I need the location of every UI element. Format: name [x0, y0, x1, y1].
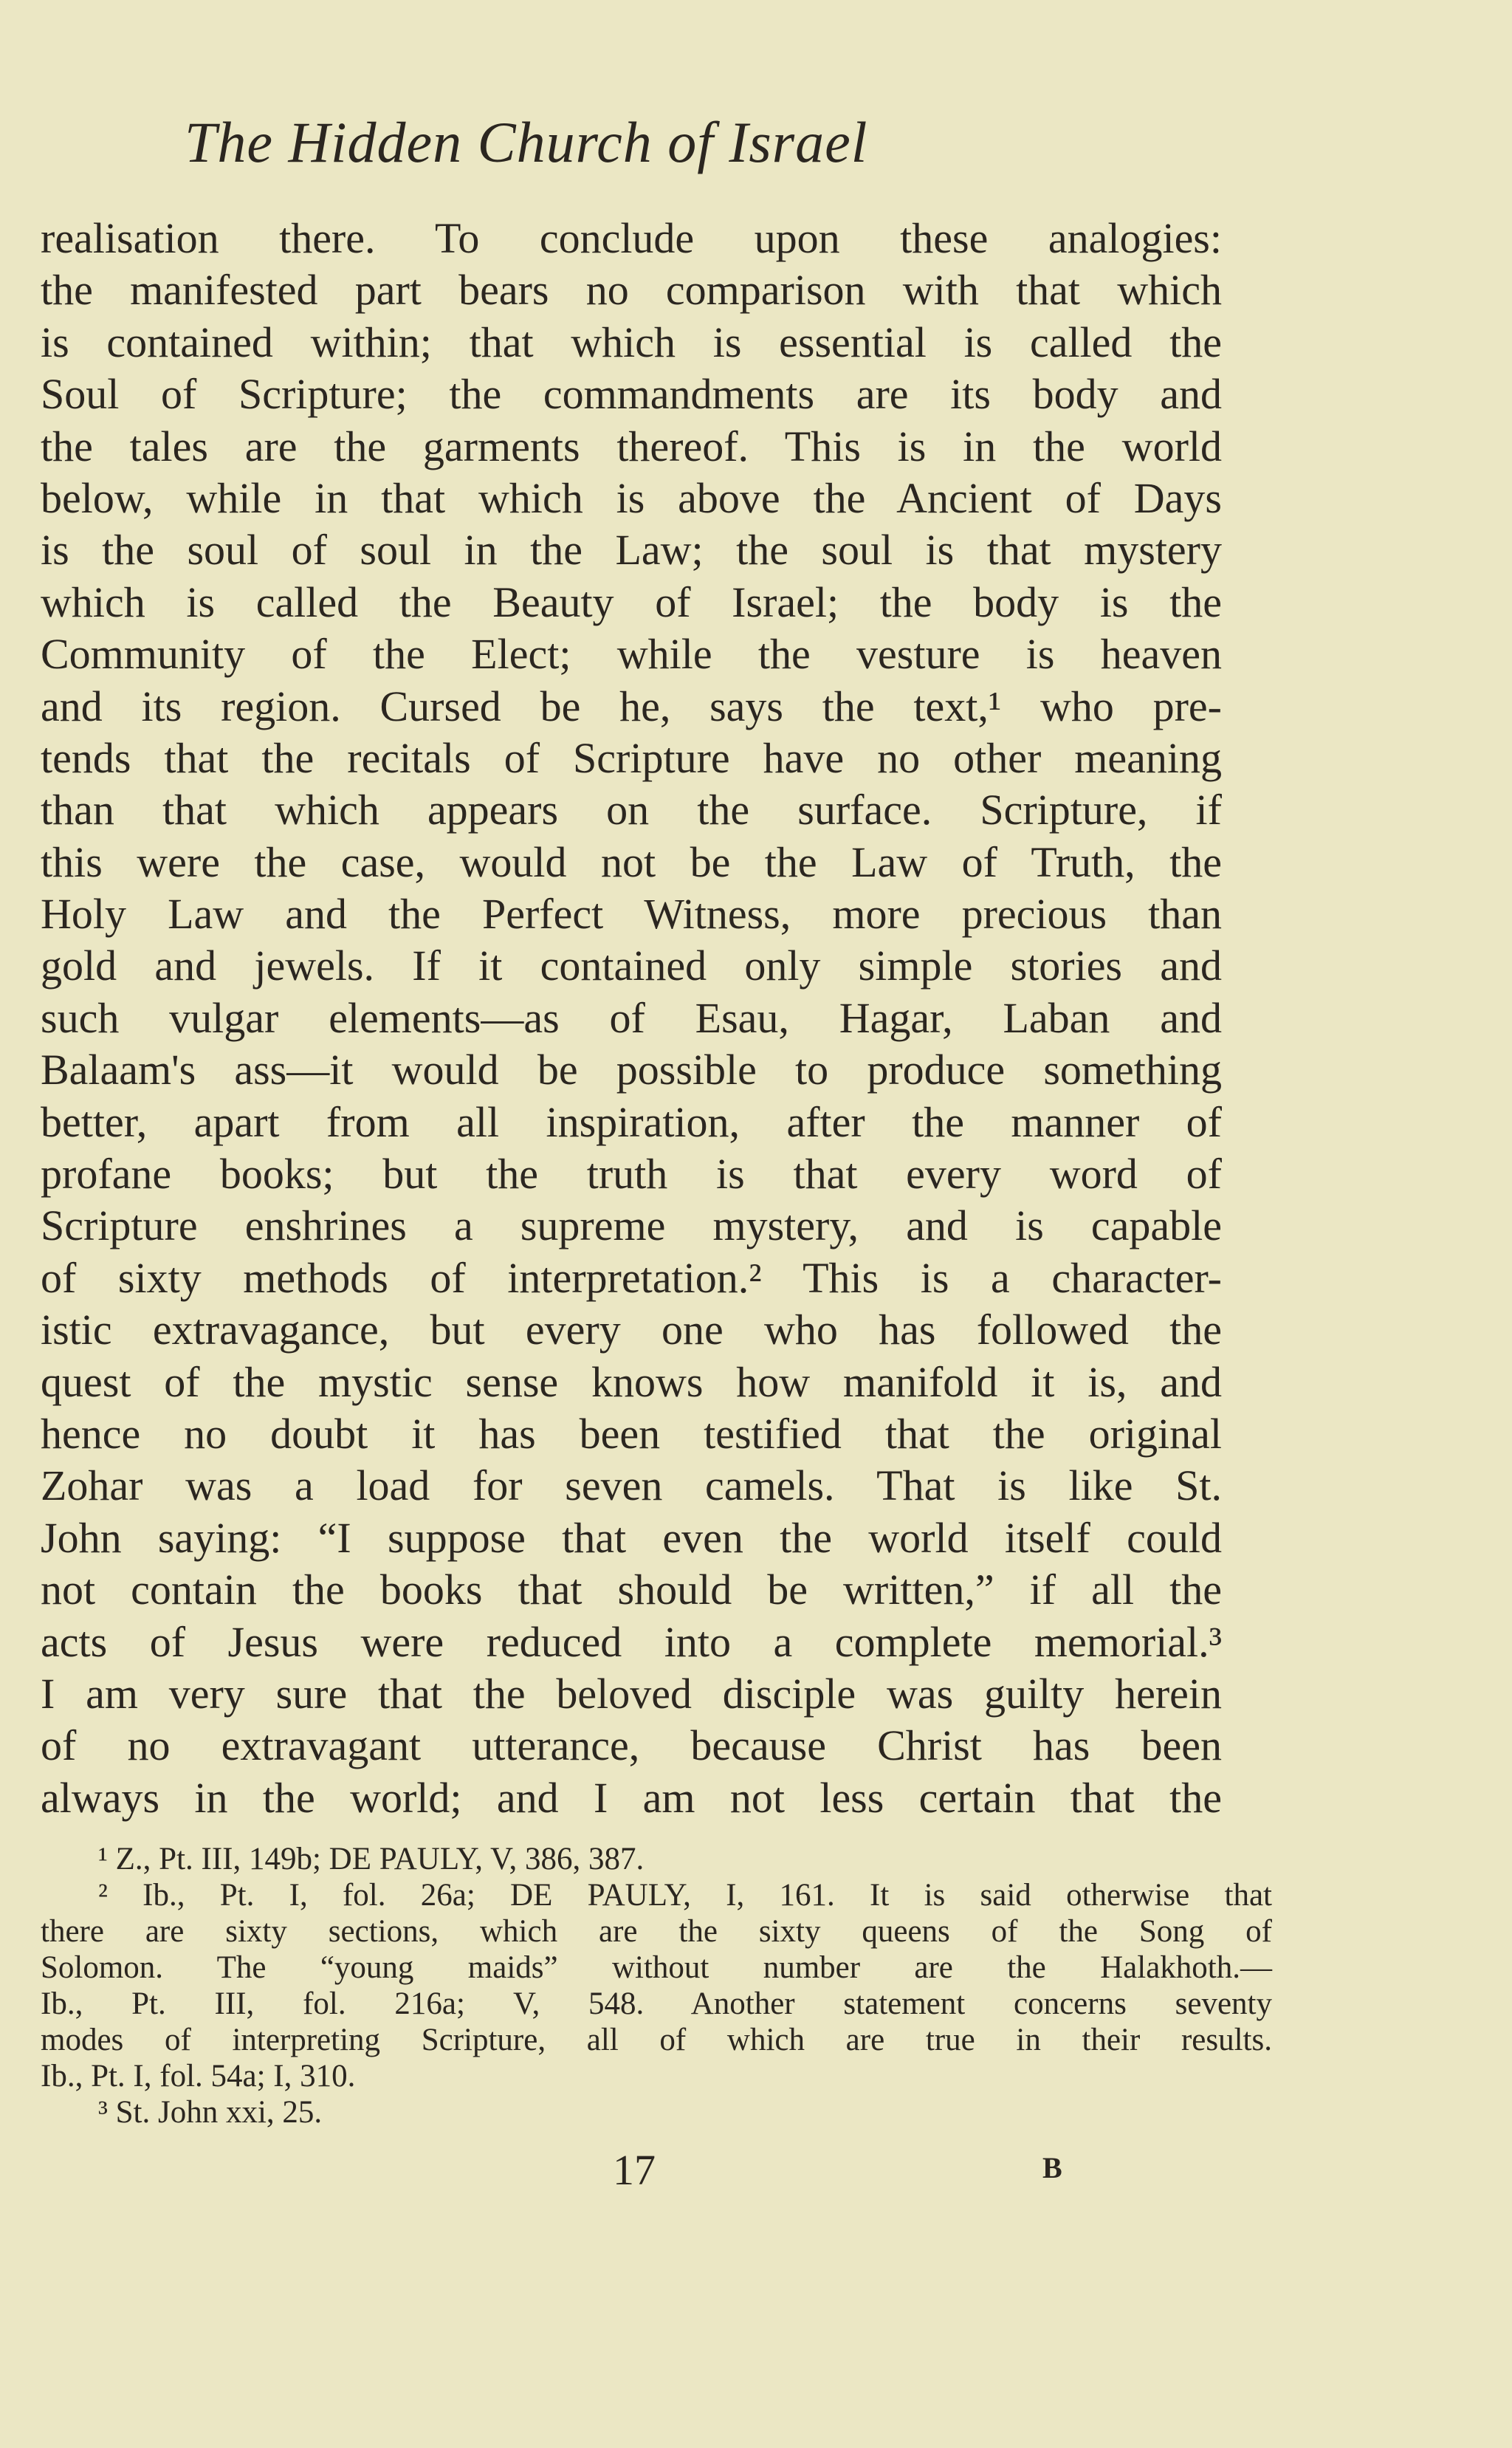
- text-line: the tales are the garments thereof. This is in the world: [41, 422, 1222, 470]
- footnote-3: ³ St. John xxi, 25.: [98, 2095, 323, 2130]
- page-number: 17: [613, 2146, 656, 2194]
- text-line: John saying: “I suppose that even the world itself could: [41, 1513, 1222, 1562]
- text-line: I am very sure that the beloved disciple was guilty herein: [41, 1669, 1222, 1718]
- running-head: The Hidden Church of Israel: [185, 110, 868, 174]
- footnote-2-line: Ib., Pt. I, fol. 54a; I, 310.: [41, 2059, 356, 2094]
- text-line: which is called the Beauty of Israel; the body is the: [41, 577, 1222, 626]
- text-line: this were the case, would not be the Law of Truth, the: [41, 837, 1222, 886]
- footnote-1: ¹ Z., Pt. III, 149b; DE PAULY, V, 386, 387.: [98, 1842, 645, 1876]
- text-line: Scripture enshrines a supreme mystery, and is capable: [41, 1201, 1222, 1250]
- text-line: not contain the books that should be written,” if all the: [41, 1566, 1222, 1614]
- text-line: the manifested part bears no comparison with that which: [41, 266, 1222, 315]
- signature-mark: B: [1042, 2151, 1062, 2184]
- text-line: and its region. Cursed be he, says the text,¹ who pre-: [41, 682, 1222, 730]
- text-line: hence no doubt it has been testified that the original: [41, 1409, 1222, 1458]
- text-line: better, apart from all inspiration, after the manner of: [41, 1097, 1222, 1146]
- footnote-2-line: Solomon. The “young maids” without number are the Halakhoth.—: [41, 1950, 1272, 1985]
- text-line: Soul of Scripture; the commandments are its body and: [41, 370, 1222, 419]
- footnote-2-line: ² Ib., Pt. I, fol. 26a; DE PAULY, I, 161. It is said otherwise that: [98, 1878, 1272, 1913]
- text-line: than that which appears on the surface. Scripture, if: [41, 786, 1222, 834]
- text-line: istic extravagance, but every one who has followed the: [41, 1306, 1222, 1354]
- body-text: [41, 213, 1222, 1824]
- text-line: realisation there. To conclude upon these analogies:: [41, 214, 1222, 262]
- footnote-2-line: Ib., Pt. III, fol. 216a; V, 548. Another statement concerns seventy: [41, 1986, 1272, 2021]
- footnotes: [41, 1841, 1272, 2130]
- text-line: tends that the recitals of Scripture have no other meaning: [41, 733, 1222, 782]
- text-line: is the soul of soul in the Law; the soul is that mystery: [41, 526, 1222, 575]
- text-line: Holy Law and the Perfect Witness, more precious than: [41, 890, 1222, 939]
- text-line: below, while in that which is above the Ancient of Days: [41, 473, 1222, 522]
- text-line: of no extravagant utterance, because Christ has been: [41, 1721, 1222, 1770]
- text-line: of sixty methods of interpretation.² This is a character-: [41, 1253, 1222, 1302]
- footnote-2-line: there are sixty sections, which are the sixty queens of the Song of: [41, 1914, 1272, 1949]
- text-line: such vulgar elements—as of Esau, Hagar, Laban and: [41, 993, 1222, 1042]
- text-line: is contained within; that which is essential is called the: [41, 318, 1222, 366]
- text-line: Community of the Elect; while the vesture is heaven: [41, 630, 1222, 679]
- footnote-2-line: modes of interpreting Scripture, all of which are true in their results.: [41, 2023, 1272, 2057]
- text-line: acts of Jesus were reduced into a complete memorial.³: [41, 1617, 1222, 1666]
- text-line: profane books; but the truth is that every word of: [41, 1150, 1222, 1199]
- text-line: quest of the mystic sense knows how manifold it is, and: [41, 1357, 1222, 1406]
- text-line: Zohar was a load for seven camels. That is like St.: [41, 1461, 1222, 1510]
- text-line: always in the world; and I am not less certain that the: [41, 1773, 1222, 1822]
- text-line: Balaam's ass—it would be possible to produce something: [41, 1046, 1222, 1094]
- text-line: gold and jewels. If it contained only simple stories and: [41, 942, 1222, 990]
